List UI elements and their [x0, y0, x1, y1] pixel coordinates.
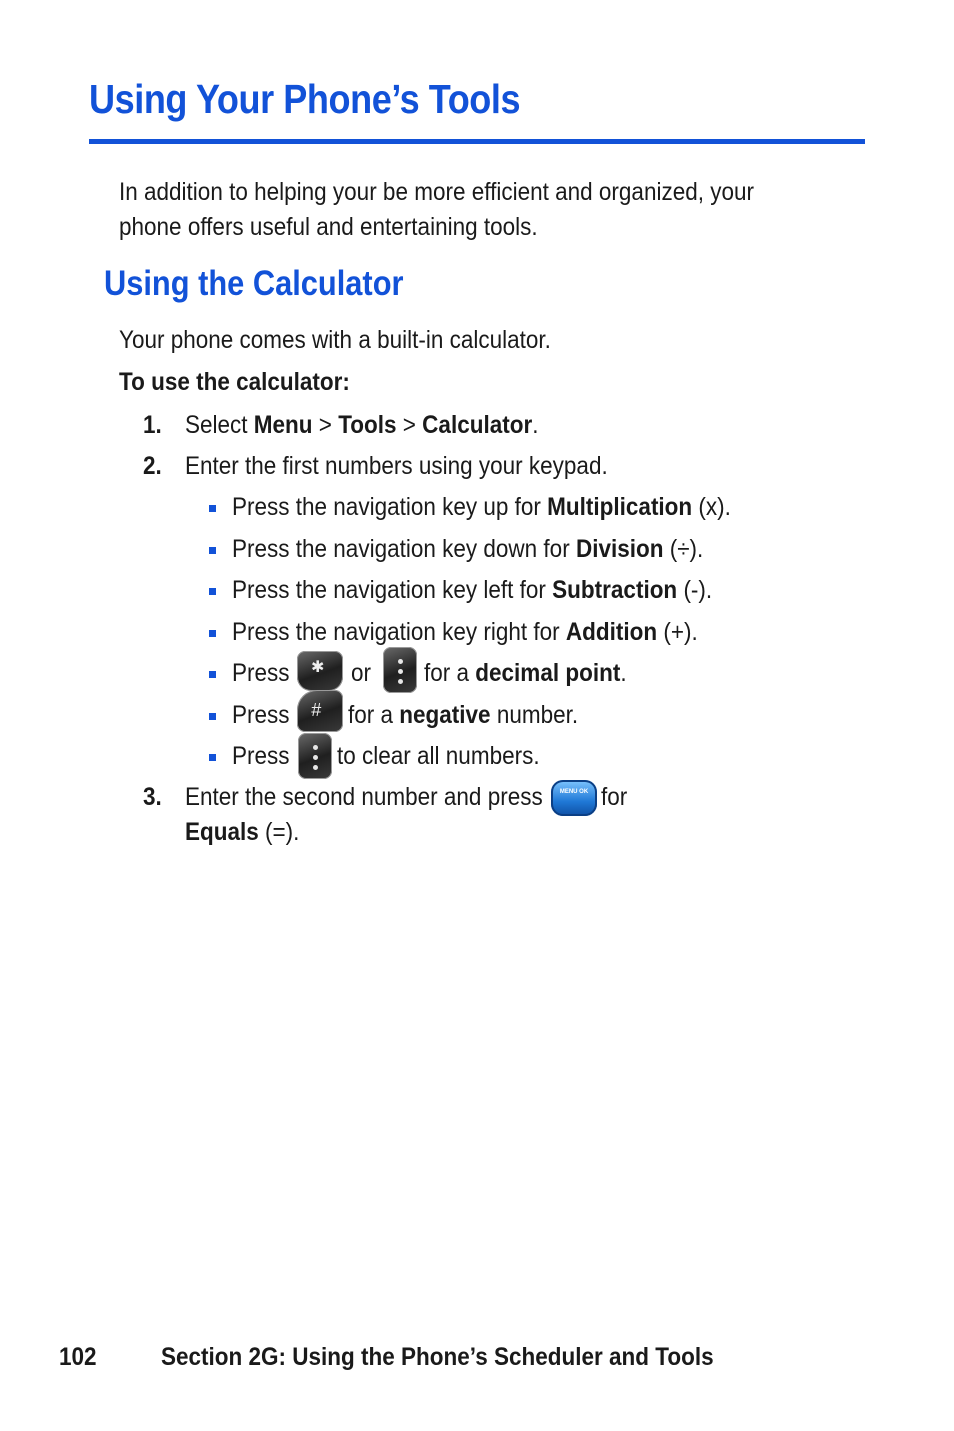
bullet-addition: [232, 615, 698, 649]
hash-space-key-icon: [297, 690, 343, 732]
footer-section: Section 2G: Using the Phone’s Scheduler and Tools: [161, 1343, 714, 1371]
step-3-number: 3.: [143, 783, 162, 811]
bullet-text: for a: [424, 659, 476, 687]
bullet-term: decimal point: [475, 659, 621, 687]
bullet-marker: [209, 630, 216, 637]
page-title: Using Your Phone’s Tools: [89, 76, 521, 122]
step-3-equals: [185, 815, 299, 849]
step-3-text: Enter the second number and press: [185, 783, 543, 811]
menu-ok-key-icon: [551, 780, 597, 816]
end-key-icon: [298, 733, 332, 779]
bullet-marker: [209, 671, 216, 678]
step-1-sep-1: >: [312, 411, 339, 439]
step-3-for: for: [601, 783, 628, 811]
step-2-text: Enter the first numbers using your keypad.: [185, 452, 608, 480]
step-3-equals-symbol: (=).: [258, 818, 300, 846]
bullet-multiplication: [232, 490, 731, 524]
bullet-text: Press the navigation key up for: [232, 493, 548, 521]
bullet-term: Subtraction: [552, 576, 678, 604]
star-shift-key-icon: [297, 651, 343, 691]
step-1-select: Select: [185, 411, 254, 439]
bullet-text: (-).: [677, 576, 713, 604]
title-rule: [89, 139, 865, 144]
bullet-text: Press the navigation key left for: [232, 576, 553, 604]
bullet-negative-text: [348, 698, 578, 732]
bullet-text: (÷).: [663, 535, 704, 563]
step-1-text: [185, 408, 538, 442]
bullet-text: (x).: [692, 493, 731, 521]
bullet-text: Press the navigation key down for: [232, 535, 576, 563]
section-heading: Using the Calculator: [104, 264, 404, 303]
step-1-sep-2: >: [396, 411, 423, 439]
page-number: 102: [59, 1343, 97, 1371]
bullet-text: .: [620, 659, 627, 687]
bullet-term: negative: [399, 701, 491, 729]
bullet-negative-press: Press: [232, 701, 290, 729]
bullet-division: [232, 532, 703, 566]
section-text: Your phone comes with a built-in calculator.: [119, 326, 551, 354]
bullet-marker: [209, 588, 216, 595]
step-1-tools: Tools: [338, 411, 397, 439]
bullet-term: Multiplication: [547, 493, 693, 521]
bullet-decimal-press: Press: [232, 659, 290, 687]
bullet-subtraction: [232, 573, 712, 607]
bullet-decimal-or: or: [351, 659, 372, 687]
bullet-clear-text: to clear all numbers.: [337, 742, 540, 770]
bullet-text: (+).: [657, 618, 698, 646]
step-2-number: 2.: [143, 452, 162, 480]
step-1-end: .: [532, 411, 539, 439]
bullet-text: Press the navigation key right for: [232, 618, 566, 646]
bullet-text: for a: [348, 701, 400, 729]
bullet-term: Addition: [565, 618, 658, 646]
bullet-marker: [209, 547, 216, 554]
step-1-number: 1.: [143, 411, 162, 439]
bullet-term: Division: [575, 535, 664, 563]
end-key-icon: [383, 647, 417, 693]
intro-paragraph: In addition to helping your be more efficient and organized, your phone offers useful and entertaining tools.: [119, 178, 755, 241]
bullet-decimal-text: [424, 656, 627, 690]
step-3-equals-term: Equals: [185, 818, 259, 846]
bullet-clear-press: Press: [232, 742, 290, 770]
bullet-marker: [209, 713, 216, 720]
bullet-marker: [209, 754, 216, 761]
bullet-text: number.: [490, 701, 579, 729]
procedure-label: To use the calculator:: [119, 368, 350, 396]
bullet-marker: [209, 505, 216, 512]
step-1-menu: Menu: [253, 411, 313, 439]
step-1-calculator: Calculator: [422, 411, 533, 439]
